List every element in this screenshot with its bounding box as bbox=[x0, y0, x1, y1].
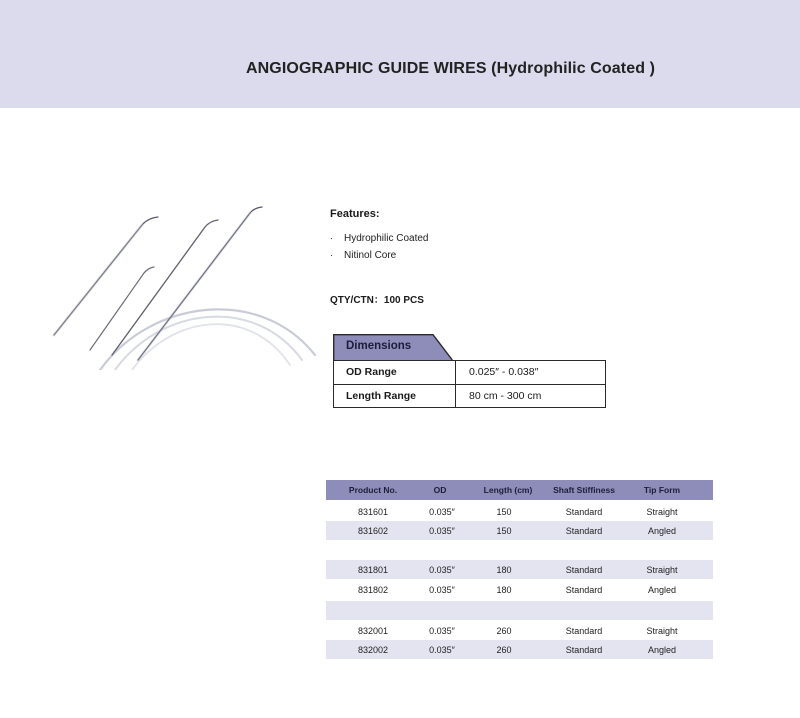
product-number: 831801 bbox=[357, 565, 389, 575]
dimensions-heading: Dimensions bbox=[346, 340, 412, 352]
dimension-value: 0.025″ - 0.038″ bbox=[469, 366, 539, 378]
table-row bbox=[326, 502, 713, 521]
od-value: 0.035″ bbox=[429, 585, 455, 595]
dimension-value: 80 cm - 300 cm bbox=[469, 390, 542, 402]
tip-form-value: Straight bbox=[646, 507, 678, 517]
table-spacer-row bbox=[326, 601, 713, 620]
table-row bbox=[326, 621, 713, 640]
feature-item bbox=[330, 230, 429, 247]
feature-item bbox=[330, 247, 429, 264]
od-value: 0.035″ bbox=[429, 507, 455, 517]
table-row bbox=[326, 640, 713, 659]
dimensions-table bbox=[333, 360, 606, 408]
bullet-icon: · bbox=[330, 233, 333, 243]
stiffness-value: Standard bbox=[565, 585, 603, 595]
length-value: 150 bbox=[496, 526, 512, 536]
table-row bbox=[326, 560, 713, 579]
table-header bbox=[326, 480, 713, 500]
guide-wire-illustration bbox=[40, 195, 320, 370]
stiffness-value: Standard bbox=[565, 507, 603, 517]
od-value: 0.035″ bbox=[429, 565, 455, 575]
stiffness-value: Standard bbox=[565, 626, 603, 636]
tip-form-value: Angled bbox=[647, 645, 677, 655]
product-number: 832001 bbox=[357, 626, 389, 636]
product-number: 831601 bbox=[357, 507, 389, 517]
od-value: 0.035″ bbox=[429, 645, 455, 655]
tip-form-value: Straight bbox=[646, 626, 678, 636]
dimension-row bbox=[334, 361, 605, 384]
tip-form-value: Angled bbox=[647, 585, 677, 595]
header-band bbox=[0, 0, 800, 108]
page-title: ANGIOGRAPHIC GUIDE WIRES (Hydrophilic Coated ) bbox=[246, 60, 656, 77]
stiffness-value: Standard bbox=[565, 645, 603, 655]
column-header: Shaft Stiffiness bbox=[553, 485, 615, 495]
length-value: 150 bbox=[496, 507, 512, 517]
bullet-icon: · bbox=[330, 250, 333, 260]
product-number: 831602 bbox=[357, 526, 389, 536]
dimension-label: Length Range bbox=[346, 390, 416, 402]
dimension-row bbox=[334, 384, 605, 408]
tip-form-value: Straight bbox=[646, 565, 678, 575]
product-number: 832002 bbox=[357, 645, 389, 655]
column-header: Product No. bbox=[348, 485, 398, 495]
product-number: 831802 bbox=[357, 585, 389, 595]
tip-form-value: Angled bbox=[647, 526, 677, 536]
dimension-label: OD Range bbox=[346, 366, 397, 378]
stiffness-value: Standard bbox=[565, 526, 603, 536]
stiffness-value: Standard bbox=[565, 565, 603, 575]
column-header: Length (cm) bbox=[483, 485, 533, 495]
od-value: 0.035″ bbox=[429, 626, 455, 636]
table-row bbox=[326, 521, 713, 540]
column-header: Tip Form bbox=[643, 485, 681, 495]
length-value: 180 bbox=[496, 565, 512, 575]
features-heading: Features: bbox=[330, 208, 380, 220]
feature-text: Hydrophilic Coated bbox=[344, 233, 429, 244]
length-value: 180 bbox=[496, 585, 512, 595]
table-row bbox=[326, 580, 713, 599]
length-value: 260 bbox=[496, 645, 512, 655]
od-value: 0.035″ bbox=[429, 526, 455, 536]
column-header: OD bbox=[433, 485, 447, 495]
feature-text: Nitinol Core bbox=[344, 250, 397, 261]
length-value: 260 bbox=[496, 626, 512, 636]
feature-list bbox=[330, 230, 429, 264]
qty-per-carton: QTY/CTN：100 PCS bbox=[330, 295, 424, 306]
